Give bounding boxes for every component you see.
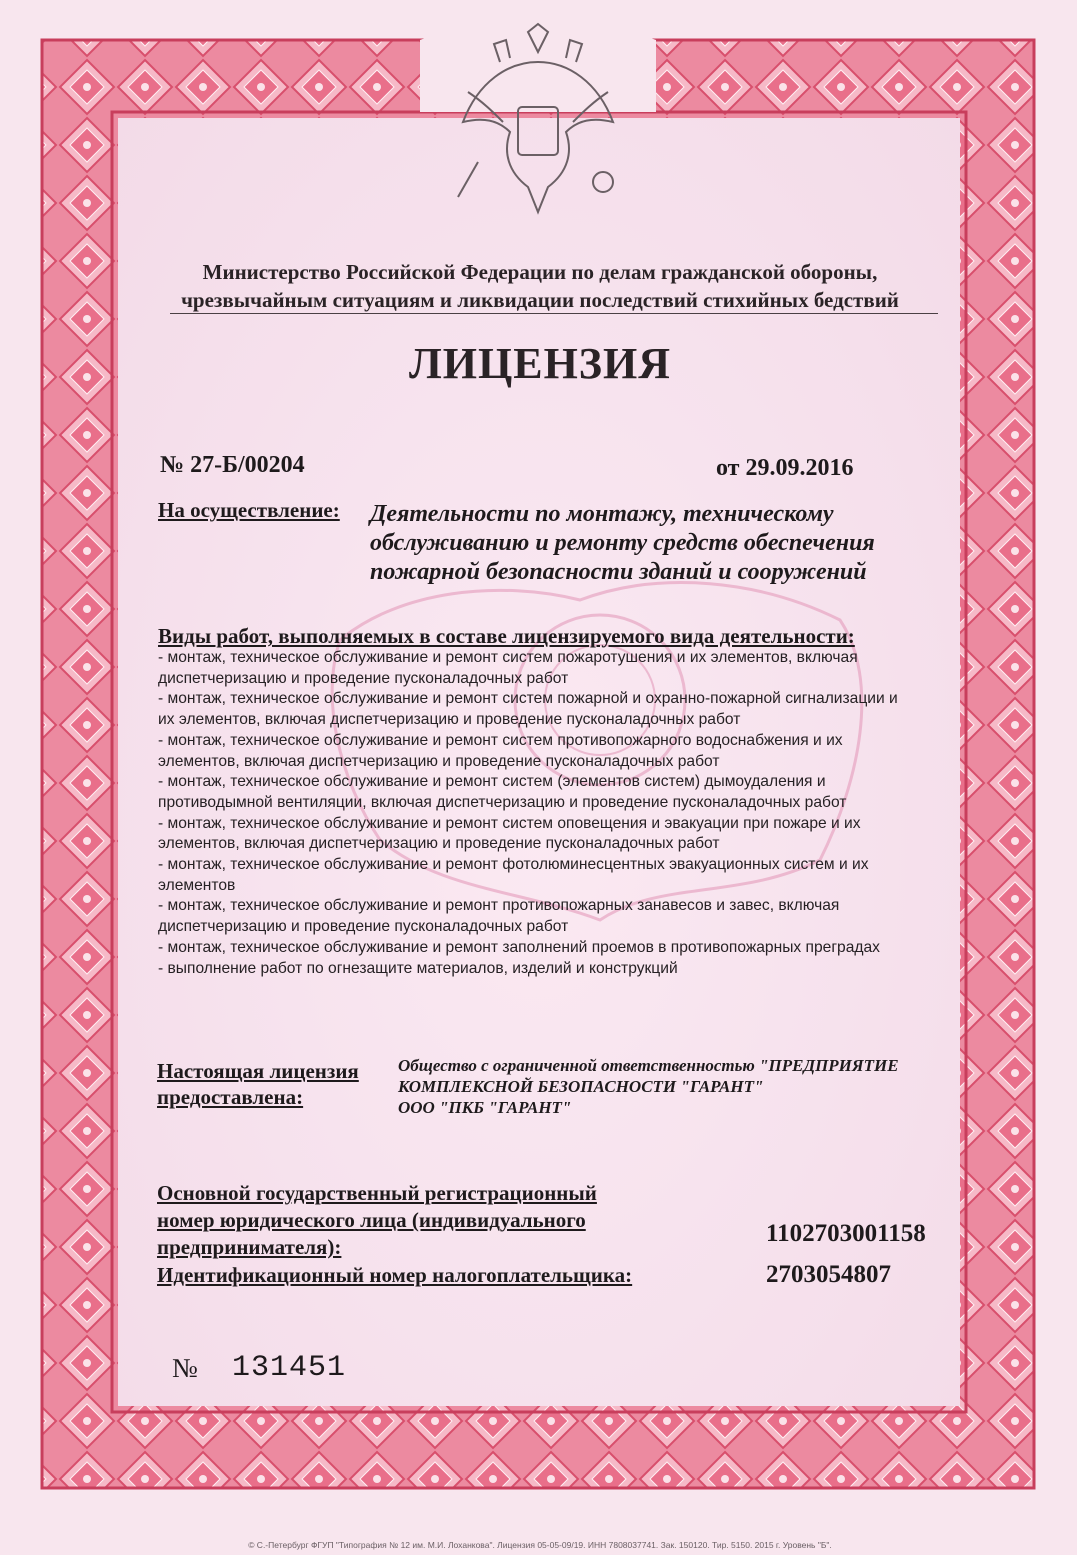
activity-line-2: обслуживанию и ремонту средств обеспечения (370, 530, 875, 556)
works-line: - монтаж, техническое обслуживание и ремонт систем (элементов систем) дымоудаления и (158, 773, 826, 791)
activity-line-3: пожарной безопасности зданий и сооружений (370, 559, 867, 585)
licensee-line-3: ООО "ПКБ "ГАРАНТ" (398, 1098, 572, 1117)
works-line: элементов, включая диспетчеризацию и проведение пусконаладочных работ (158, 835, 720, 853)
activity-line-1: Деятельности по монтажу, техническому (370, 501, 834, 527)
works-line: элементов (158, 876, 236, 894)
granted-label (157, 1058, 387, 1110)
works-line: - монтаж, техническое обслуживание и ремонт систем пожарной и охранно-пожарной сигнализации и (158, 690, 898, 708)
works-line: - монтаж, техническое обслуживание и ремонт систем оповещения и эвакуации при пожаре и их (158, 814, 861, 832)
works-line: элементов, включая диспетчеризацию и проведение пусконаладочных работ (158, 752, 720, 770)
licensee-line-1: Общество с ограниченной ответственностью "ПРЕДПРИЯТИЕ (398, 1056, 899, 1075)
activity-label: На осуществление: (158, 498, 340, 522)
works-line: - монтаж, техническое обслуживание и ремонт заполнений проемов в противопожарных преградах (158, 938, 880, 956)
ogrn-value: 1102703001158 (766, 1220, 926, 1247)
ministry-line-2: чрезвычайным ситуациям и ликвидации последствий стихийных бедствий (181, 288, 899, 312)
ogrn-label-line-2: номер юридического лица (индивидуального (157, 1208, 586, 1232)
printer-imprint: © С.-Петербург ФГУП "Типография № 12 им. М.И. Лоханкова". Лицензия 05-05-09/19. ИНН 7808037741. Зак. 150120. Тир. 5150. 2015 г. Уровень "Б". (248, 1540, 832, 1550)
ministry-name (140, 258, 940, 314)
licensee-name (398, 1055, 958, 1118)
ogrn-label-line-1: Основной государственный регистрационный (157, 1181, 597, 1205)
works-line: - монтаж, техническое обслуживание и ремонт противопожарных занавесов и завес, включая (158, 897, 840, 915)
serial-number: 131451 (232, 1351, 347, 1385)
works-line: их элементов, включая диспетчеризацию и проведение пусконаладочных работ (158, 711, 741, 729)
works-line: диспетчеризацию и проведение пусконаладочных работ (158, 918, 569, 936)
works-line: - монтаж, техническое обслуживание и ремонт систем противопожарного водоснабжения и их (158, 731, 843, 749)
state-emblem-icon (448, 22, 628, 222)
granted-label-line-1: Настоящая лицензия (157, 1059, 359, 1083)
ogrn-label (157, 1180, 647, 1261)
ministry-line-1: Министерство Российской Федерации по делам гражданской обороны, (202, 260, 878, 284)
ministry-underline (170, 313, 938, 314)
inn-label: Идентификационный номер налогоплательщика: (157, 1263, 633, 1287)
works-list (158, 648, 973, 979)
licensee-line-2: КОМПЛЕКСНОЙ БЕЗОПАСНОСТИ "ГАРАНТ" (398, 1077, 764, 1096)
license-number: № 27-Б/00204 (160, 452, 305, 478)
works-line: диспетчеризацию и проведение пусконаладочных работ (158, 669, 569, 687)
works-line: - выполнение работ по огнезащите материалов, изделий и конструкций (158, 959, 678, 977)
works-line: противодымной вентиляции, включая диспетчеризацию и проведение пусконаладочных работ (158, 793, 847, 811)
document-title: ЛИЦЕНЗИЯ (408, 339, 672, 388)
inn-value: 2703054807 (766, 1261, 891, 1288)
serial-number-sign: № (172, 1353, 198, 1383)
works-line: - монтаж, техническое обслуживание и ремонт систем пожаротушения и их элементов, включая (158, 649, 858, 666)
license-date: от 29.09.2016 (716, 455, 854, 481)
works-line: - монтаж, техническое обслуживание и ремонт фотолюминесцентных эвакуационных систем и их (158, 856, 869, 874)
works-heading: Виды работ, выполняемых в составе лицензируемого вида деятельности: (158, 624, 855, 648)
ogrn-label-line-3: предпринимателя): (157, 1235, 342, 1259)
granted-label-line-2: предоставлена: (157, 1085, 304, 1109)
